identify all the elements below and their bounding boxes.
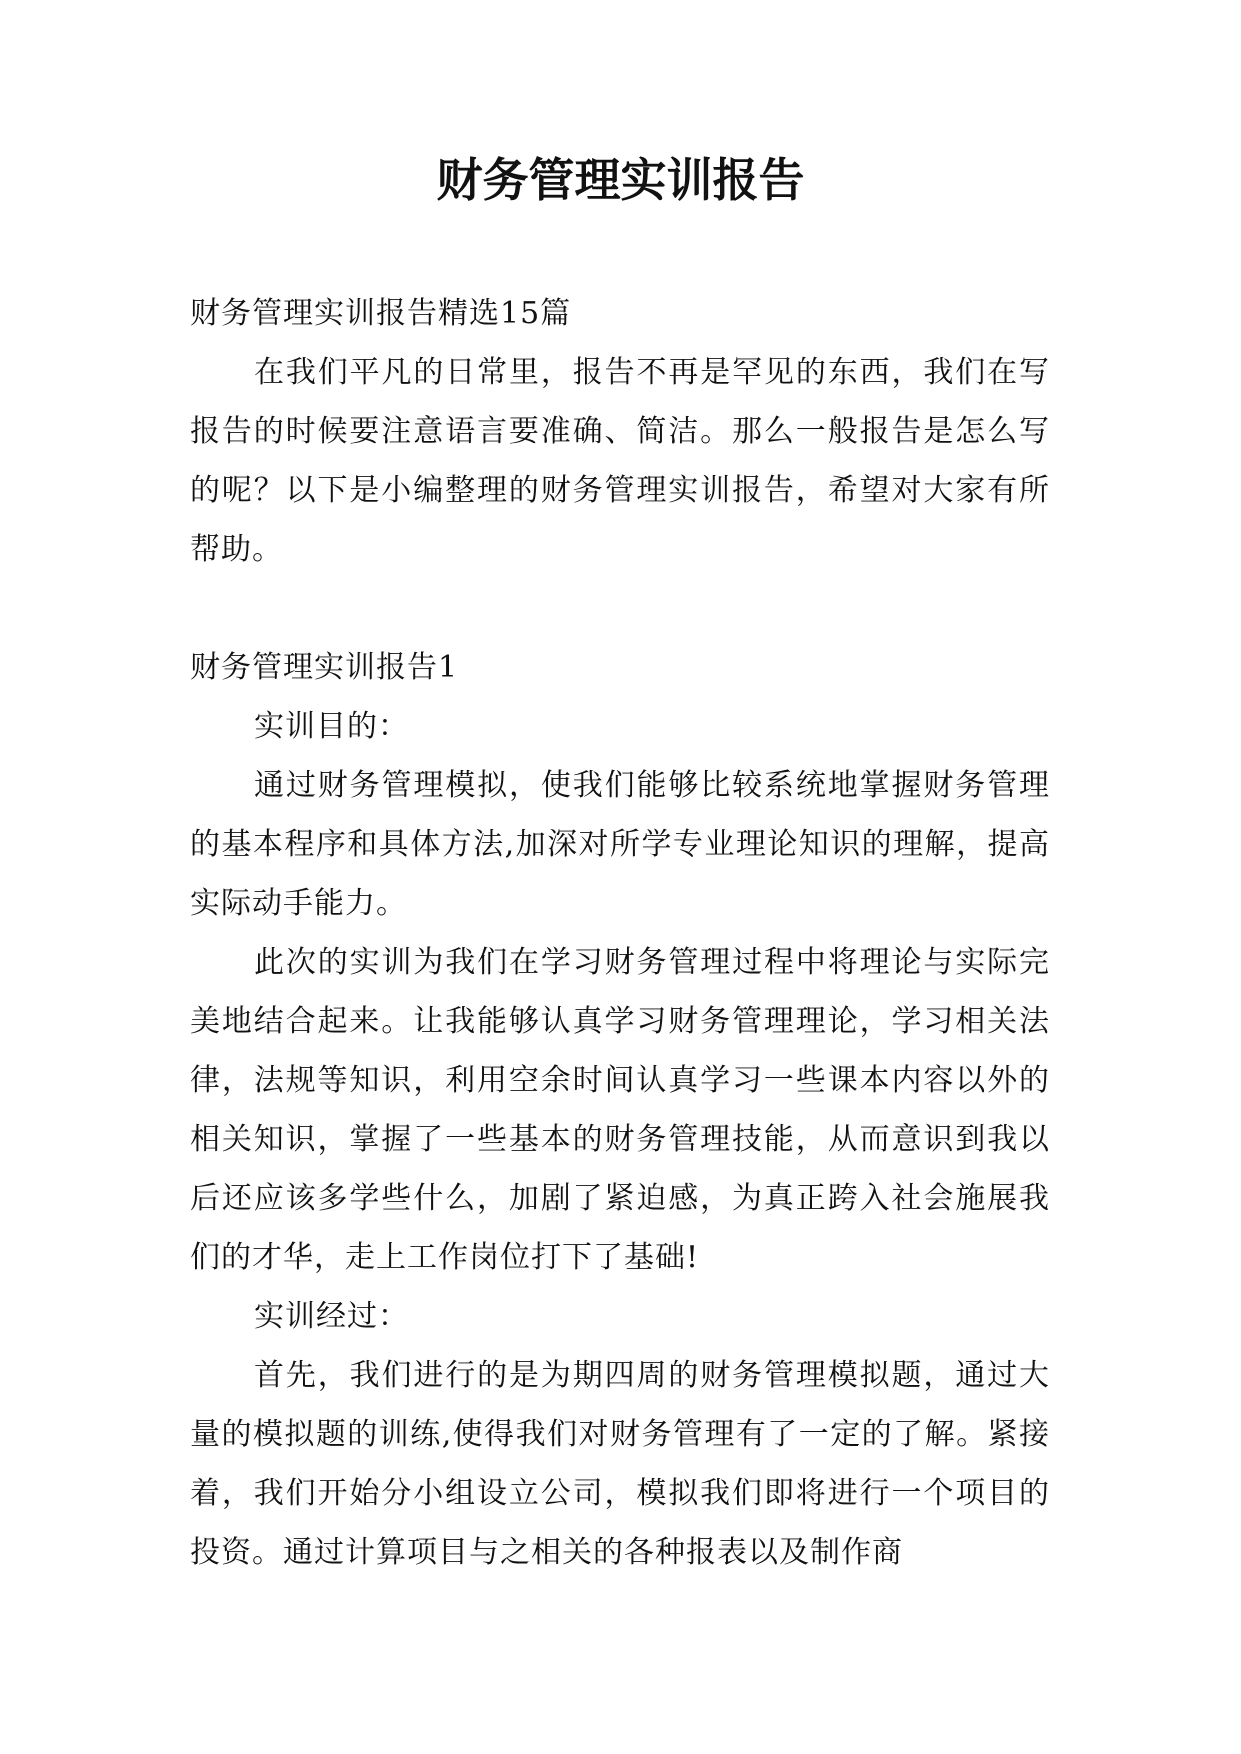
document-body [190,284,1050,1582]
paragraph-process: 首先，我们进行的是为期四周的财务管理模拟题，通过大量的模拟题的训练,使得我们对财务管理有了一定的了解。紧接着，我们开始分小组设立公司，模拟我们即将进行一个项目的投资。通过计算项目与之相关的各种报表以及制作商 [190,1358,1050,1570]
paragraph-reflection: 此次的实训为我们在学习财务管理过程中将理论与实际完美地结合起来。让我能够认真学习财务管理理论，学习相关法律，法规等知识，利用空余时间认真学习一些课本内容以外的相关知识，掌握了一些基本的财务管理技能，从而意识到我以后还应该多学些什么，加剧了紧迫感，为真正跨入社会施展我们的才华，走上工作岗位打下了基础! [190,945,1050,1275]
subheading-process: 实训经过： [254,1299,409,1334]
document-title: 财务管理实训报告 [436,153,805,207]
section-heading: 财务管理实训报告1 [190,650,459,685]
subheading-purpose: 实训目的： [254,709,409,744]
paragraph-purpose: 通过财务管理模拟，使我们能够比较系统地掌握财务管理的基本程序和具体方法,加深对所学专业理论知识的理解，提高实际动手能力。 [190,768,1050,921]
intro-paragraph: 在我们平凡的日常里，报告不再是罕见的东西，我们在写报告的时候要注意语言要准确、简洁。那么一般报告是怎么写的呢？以下是小编整理的财务管理实训报告，希望对大家有所帮助。 [190,355,1050,567]
subtitle-line: 财务管理实训报告精选15篇 [190,296,572,331]
